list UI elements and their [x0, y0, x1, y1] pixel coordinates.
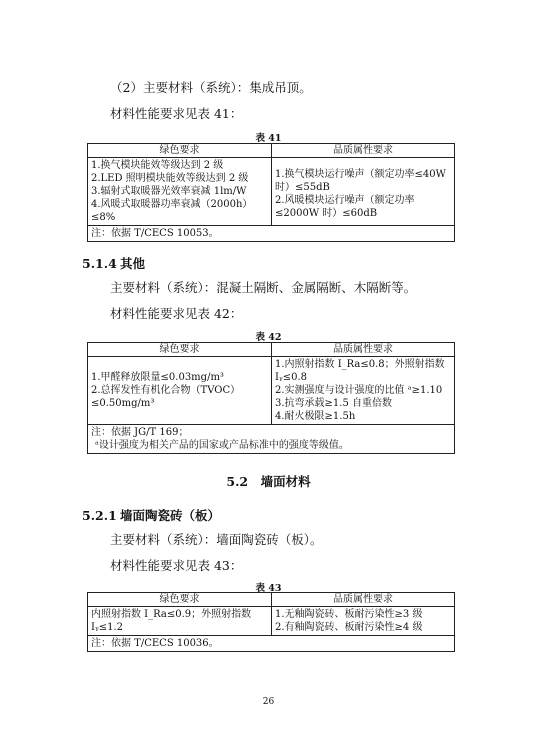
page-number: 26 — [262, 697, 275, 707]
table-43-quality-cell — [272, 607, 455, 636]
table-41-quality-item: 1.换气模块运行噪声（额定功率≤40W 时）≤55dB — [275, 169, 446, 193]
table-43 — [87, 592, 455, 652]
table-41-caption: 表 41 — [255, 133, 282, 144]
table-42-caption: 表 42 — [255, 332, 282, 343]
heading-5-2: 5.2 墙面材料 — [226, 474, 311, 489]
requirement-line-table-41: 材料性能要求见表 41： — [110, 106, 243, 121]
table-42-quality-cell — [272, 357, 455, 425]
table-43-quality-item: 2.有釉陶瓷砖、板耐污染性≥4 级 — [275, 622, 423, 633]
table-41-quality-item: 2.风暖模块运行噪声（额定功率≤2000W 时）≤60dB — [275, 195, 415, 219]
table-43-note: 注：依据 T/CECS 10036。 — [88, 636, 455, 652]
heading-5-1-4 — [82, 254, 145, 272]
table-42-header-quality: 品质属性要求 — [272, 343, 455, 357]
requirement-line-table-43: 材料性能要求见表 43： — [110, 558, 243, 573]
table-41-green-item: 1.换气模块能效等级达到 2 级 — [91, 160, 224, 171]
heading-5-2-1 — [82, 506, 220, 524]
table-42-green-cell — [88, 357, 272, 425]
table-41-header-quality: 品质属性要求 — [272, 144, 455, 158]
heading-5-2-1-number: 5.2.1 — [82, 508, 117, 523]
table-42-quality-item: 3.抗弯承载≥1.5 自重倍数 — [275, 398, 393, 409]
heading-5-1-4-title: 其他 — [120, 256, 146, 271]
requirement-line-table-42: 材料性能要求见表 42： — [110, 306, 243, 321]
material-line-5-1-3: （2）主要材料（系统）：集成吊顶。 — [110, 80, 312, 95]
table-43-green-cell: 内照射指数 I_Ra≤0.9；外照射指数 Iᵧ≤1.2 — [88, 607, 272, 636]
table-41-green-item: 3.辐射式取暖器光效率衰减 1lm/W — [91, 186, 247, 197]
table-42-header-green: 绿色要求 — [88, 343, 272, 357]
material-line-5-1-4: 主要材料（系统）：混凝土隔断、金属隔断、木隔断等。 — [110, 280, 417, 295]
table-41-green-item: 4.风暖式取暖器功率衰减（2000h）≤8% — [91, 199, 253, 223]
table-42 — [87, 342, 455, 454]
table-43-header-quality: 品质属性要求 — [272, 593, 455, 607]
table-42-green-item: 2.总挥发性有机化合物（TVOC）≤0.50mg/m³ — [91, 385, 241, 409]
table-41-quality-cell — [272, 158, 455, 226]
table-41-green-item: 2.LED 照明模块能效等级达到 2 级 — [91, 173, 249, 184]
table-41-note: 注：依据 T/CECS 10053。 — [88, 226, 455, 242]
table-41-header-green: 绿色要求 — [88, 144, 272, 158]
table-42-quality-item: 1.内照射指数 I_Ra≤0.8；外照射指数 Iᵧ≤0.8 — [275, 359, 445, 383]
table-43-quality-item: 1.无釉陶瓷砖、板耐污染性≥3 级 — [275, 609, 423, 620]
table-43-header-green: 绿色要求 — [88, 593, 272, 607]
table-42-quality-item: 2.实测强度与设计强度的比值 ᵃ≥1.10 — [275, 385, 443, 396]
table-42-note-line: 注：依据 JG/T 169； — [91, 427, 189, 438]
table-42-green-item: 1.甲醛释放限量≤0.03mg/m³ — [91, 372, 224, 383]
table-41 — [87, 143, 455, 242]
heading-5-1-4-number: 5.1.4 — [82, 256, 117, 271]
material-line-5-2-1: 主要材料（系统）：墙面陶瓷砖（板）。 — [110, 532, 323, 547]
table-42-quality-item: 4.耐火极限≥1.5h — [275, 411, 356, 422]
table-42-footnote: ᵃ设计强度为相关产品的国家或产品标准中的强度等级值。 — [95, 440, 349, 451]
heading-5-2-1-title: 墙面陶瓷砖（板） — [120, 508, 221, 523]
table-43-caption: 表 43 — [255, 583, 282, 594]
table-42-note — [88, 425, 455, 454]
table-41-green-cell — [88, 158, 272, 226]
